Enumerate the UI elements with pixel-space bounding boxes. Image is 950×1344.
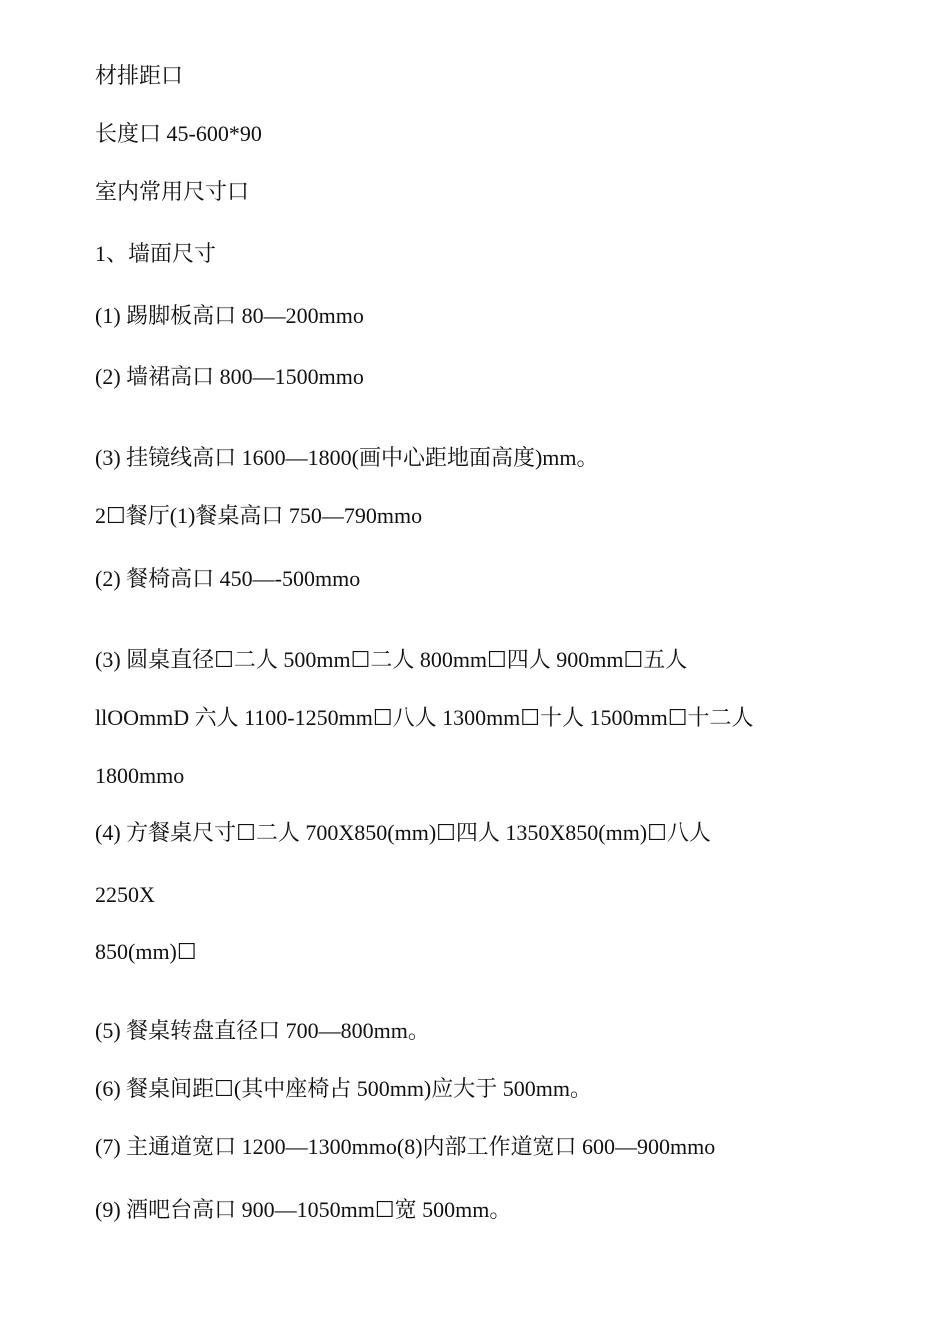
text-line: 2☐餐厅(1)餐桌高口 750—790mmo (95, 503, 423, 528)
text-line: 1800mmo (95, 763, 185, 788)
text-line: (3) 挂镜线高口 1600—1800(画中心距地面高度)mm。 (95, 445, 599, 470)
text-line: (7) 主通道宽口 1200—1300mmo(8)内部工作道宽口 600—900mmo (95, 1134, 716, 1159)
text-line: (6) 餐桌间距☐(其中座椅占 500mm)应大于 500mm。 (95, 1076, 592, 1101)
text-line: 2250X (95, 882, 155, 907)
text-line: 850(mm)☐ (95, 939, 197, 964)
text-line: (2) 墙裙高口 800—1500mmo (95, 364, 364, 389)
text-line: (3) 圆桌直径☐二人 500mm☐二人 800mm☐四人 900mm☐五人 (95, 647, 688, 672)
text-line: (1) 踢脚板高口 80—200mmo (95, 303, 364, 328)
text-line: (9) 酒吧台高口 900—1050mm☐宽 500mm。 (95, 1197, 512, 1222)
text-line: (2) 餐椅高口 450—-500mmo (95, 566, 361, 591)
text-line: 长度口 45-600*90 (95, 121, 262, 146)
text-line: 室内常用尺寸口 (95, 179, 250, 204)
text-line: llOOmmD 六人 1100-1250mm☐八人 1300mm☐十人 1500mm☐十二人 (95, 705, 754, 730)
section-heading: 1、墙面尺寸 (95, 241, 217, 266)
text-line: (4) 方餐桌尺寸☐二人 700X850(mm)☐四人 1350X850(mm)☐八人 (95, 820, 711, 845)
text-line: (5) 餐桌转盘直径口 700—800mm。 (95, 1018, 430, 1043)
text-line: 材排距口 (95, 63, 184, 88)
